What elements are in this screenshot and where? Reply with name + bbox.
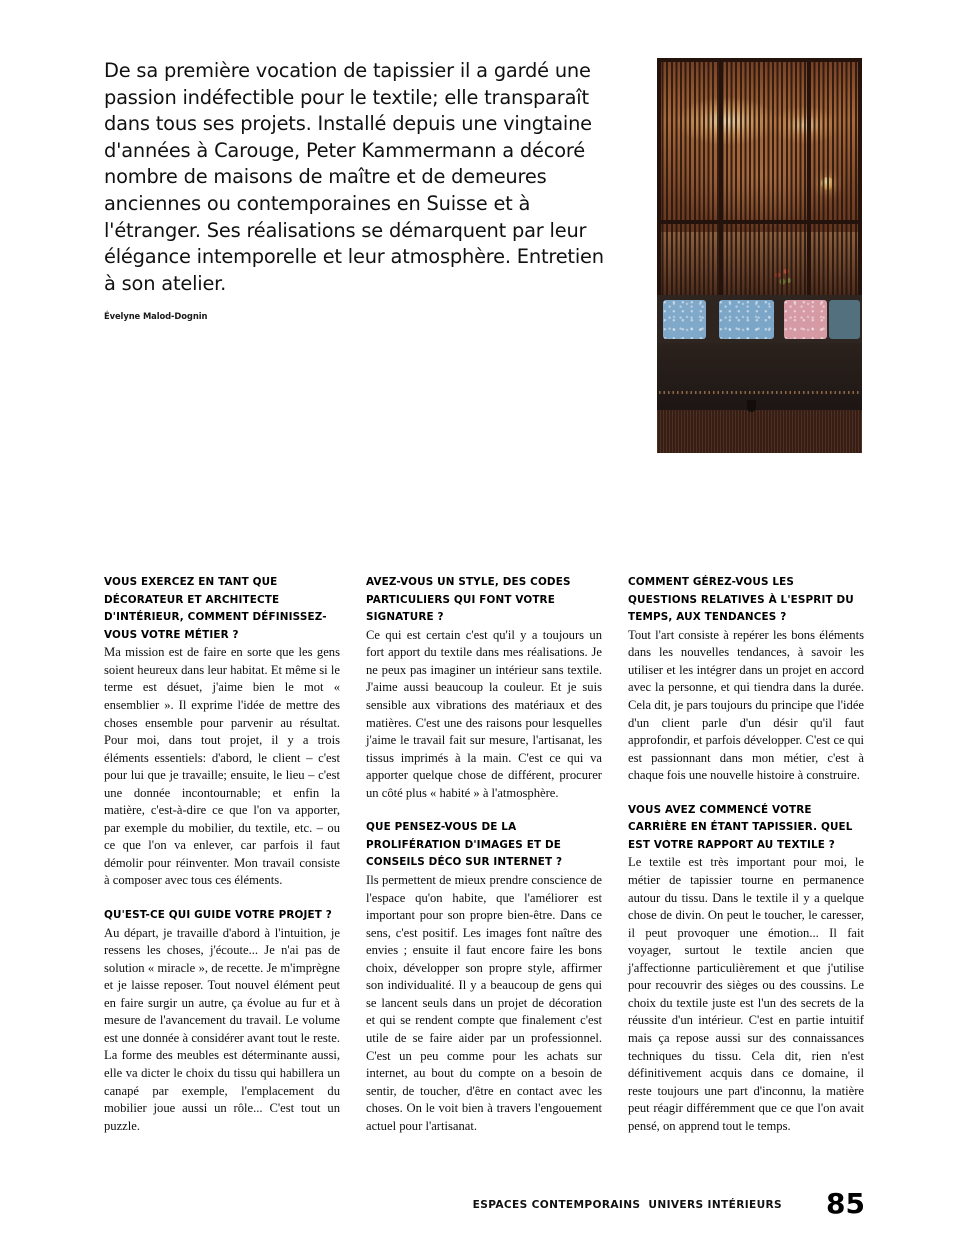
- photo-frame-left: [657, 58, 661, 303]
- qa-heading: QUE PENSEZ-VOUS DE LA PROLIFÉRATION D'IMAGES ET DE CONSEILS DÉCO SUR INTERNET ?: [366, 821, 563, 869]
- qa-heading: COMMENT GÉREZ-VOUS LES QUESTIONS RELATIVES À L'ESPRIT DU TEMPS, AUX TENDANCES ?: [628, 576, 854, 624]
- photo-frame-top: [657, 58, 862, 62]
- qa-heading: AVEZ-VOUS UN STYLE, DES CODES PARTICULIERS QUI FONT VOTRE SIGNATURE ?: [366, 576, 571, 624]
- page-footer: [104, 1185, 865, 1220]
- cushion-pink: [784, 300, 827, 339]
- qa-heading: VOUS AVEZ COMMENCÉ VOTRE CARRIÈRE EN ÉTANT TAPISSIER. QUEL EST VOTRE RAPPORT AU TEXTILE ?: [628, 803, 853, 851]
- qa-body: Tout l'art consiste à repérer les bons éléments dans les nouvelles tendances, à savoir les utiliser et les intégrer dans un projet en accord avec la personne, et qui tiendra dans la durée. Cela dit, je pars toujours du principe que l'idée d'un client parle d'un désir qu'il faut approfondir, et parfois développer. C'est ce qui est passionnant dans mon métier, c'est à chaque fois une nouvelle histoire à construire.: [628, 627, 864, 783]
- qa-body: Au départ, je travaille d'abord à l'intuition, je ressens les choses, j'écoute... Je n'ai pas de solution « miracle », de recette. Je m'imprègne et je laisse reposer. Tout nouvel élément peut en faire surgir un autre, ça évolue au fur et à mesure de l'avancement du travail. Le volume est une donnée à considérer avant tout le reste. La forme des meubles est déterminante aussi, elle va dicter le choix du tissu qui habillera un canapé par exemple, l'emplacement du mobilier joue aussi un rôle... C'est tout un puzzle.: [104, 925, 340, 1133]
- qa-body: Ils permettent de mieux prendre conscience de l'espace qu'on habite, que l'améliorer est important pour son propre bien-être. Dans ce sens, c'est positif. Les images font naître des envies ; ensuite il faut encore faire les bons choix, développer son propre style, affirmer son individualité. Il y a beaucoup de gens qui se lancent seuls dans un projet de décoration et qui se rendent compte que finalement c'est utile de se faire aider par un professionnel. C'est un peu comme pour les achats sur internet, au bout du compte on a besoin de sentir, de toucher, d'être en contact avec les choses. On le voit bien à travers l'engouement actuel pour l'artisanat.: [366, 873, 602, 1133]
- article-photo: [657, 58, 862, 453]
- page-number: 85: [826, 1187, 865, 1220]
- footer-section: UNIVERS INTÉRIEURS: [648, 1199, 783, 1211]
- qa-body: Ce qui est certain c'est qu'il y a toujours un fort apport du textile dans mes réalisations. Je ne peux pas imaginer un intérieur sans textile. J'aime aussi beaucoup la couleur. Et je suis sensible aux vibrations des matériaux et des matières. C'est une des raisons pour lesquelles j'aime le travail fait sur mesure, l'artisanat, les tissus imprimés à la main. C'est ce qui va apporter quelque chose de différent, procurer un côté plus « habité » à l'atmosphère.: [366, 627, 602, 800]
- photo-frame-middle: [657, 220, 862, 224]
- qa-block: [628, 574, 864, 785]
- wooden-slat-screen: [657, 58, 862, 303]
- cushion-teal: [829, 300, 860, 339]
- sofa: [657, 295, 862, 410]
- qa-body: Ma mission est de faire en sorte que les gens soient heureux dans leur habitat. Et même si le terme est désuet, j'aime bien le mot « ensemblier ». Il exprime l'idée de mettre des choses ensemble pour parvenir au résultat. Pour moi, dans tout projet, il y a trois éléments essentiels: d'abord, le client – c'est pour lui que je travaille; ensuite, le lieu – c'est une donnée incontournable; et enfin la matière, c'est-à-dire ce que l'on va apporter, par exemple du mobilier, du textile, etc. – ou ce que l'on va enlever, car parfois il faut démolir pour réinventer. Mon travail consiste à composer avec tous ces éléments.: [104, 645, 340, 888]
- photo-frame-inner-left: [719, 58, 723, 303]
- photo-content: [657, 58, 862, 453]
- floor-rug: [657, 410, 862, 453]
- qa-body: Le textile est très important pour moi, le métier de tapissier tourne en permanence autour du tissu. Dans le textile il y a quelque chose de divin. On peut le toucher, le caresser, il peut provoquer une émotion... Il fait voyager, surtout le textile ancien que j'affectionne particulièrement et que j'utilise pour recouvrir des sièges ou des coussins. Le choix du textile juste est l'un des secrets de la réussite d'un intérieur. C'est en partie intuitif mais ça repose aussi sur des connaissances techniques du tissu. Cela dit, rien n'est définitivement acquis dans ce domaine, il reste toujours une part d'inconnu, la matière peut réagir différemment que ce que l'on avait pensé, on apprend tout le temps.: [628, 855, 864, 1133]
- qa-heading: VOUS EXERCEZ EN TANT QUE DÉCORATEUR ET ARCHITECTE D'INTÉRIEUR, COMMENT DÉFINISSEZ-VOUS VOTRE MÉTIER ?: [104, 576, 327, 641]
- qa-heading: QU'EST-CE QUI GUIDE VOTRE PROJET ?: [104, 909, 332, 922]
- article-byline: Évelyne Malod-Dognin: [104, 311, 208, 322]
- qa-block: [366, 574, 602, 802]
- article-columns: [104, 574, 864, 1135]
- article-column-1: [104, 574, 340, 1135]
- article-column-3: [628, 574, 864, 1135]
- sofa-seat: [657, 343, 862, 393]
- footer-publication: ESPACES CONTEMPORAINS: [472, 1199, 641, 1211]
- cushion-blue-center: [719, 300, 774, 339]
- cushion-blue-left: [663, 300, 706, 339]
- qa-block: [104, 907, 340, 1135]
- qa-block: [366, 819, 602, 1135]
- qa-block: [628, 802, 864, 1136]
- qa-block: [104, 574, 340, 890]
- article-lead-block: [104, 58, 609, 322]
- sofa-stud-trim: [659, 391, 860, 394]
- photo-frame-inner-right: [807, 58, 811, 303]
- article-column-2: [366, 574, 602, 1135]
- article-lead-paragraph: De sa première vocation de tapissier il a gardé une passion indéfectible pour le textile; elle transparaît dans tous ses projets. Installé depuis une vingtaine d'années à Carouge, Peter Kammermann a décoré nombre de maisons de maître et de demeures anciennes ou contemporaines en Suisse et à l'étranger. Ses réalisations se démarquent par leur élégance intemporelle et leur atmosphère. Entretien à son atelier.: [104, 59, 604, 295]
- photo-frame-right: [858, 58, 862, 303]
